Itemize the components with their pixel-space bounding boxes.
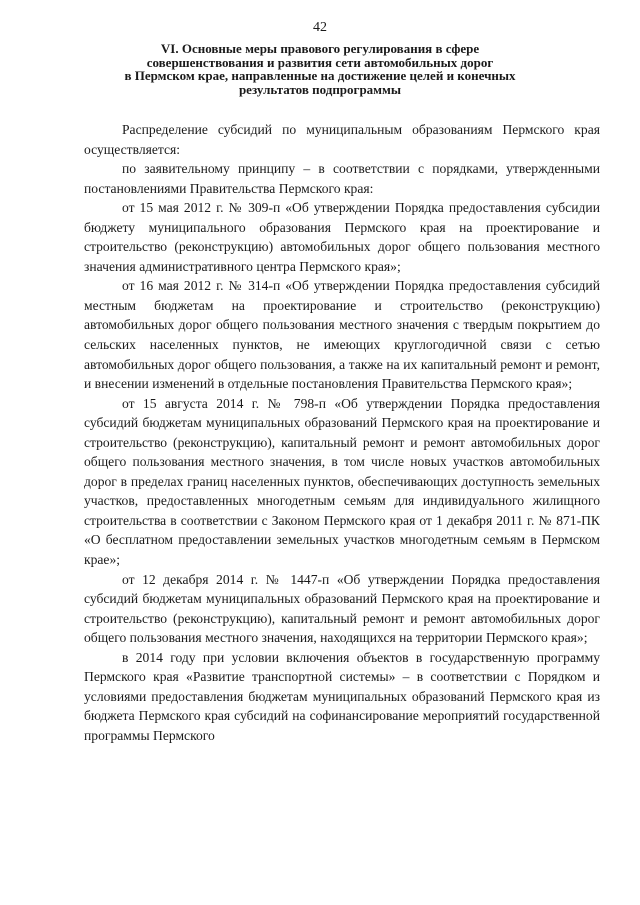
paragraph-2014-program: в 2014 году при условии включения объектов в государственную программу Пермского края «Развитие транспортной системы» – в соответствии с Порядком и условиями предоставления бюджетам муниципальных образований Пермского края из бюджета Пермского края субсидий на софинансирование мероприятий государственной программы Пермского [84, 649, 600, 743]
paragraph-decree-314: от 16 мая 2012 г. № 314-п «Об утверждении Порядка предоставления субсидий местным бюджетам на проектирование и строительство (реконструкцию) автомобильных дорог общего пользования местного значения с твердым покрытием до сельских населенных пунктов, не имеющих круглогодичной связи с сетью автомобильных дорог общего пользования, а также на их капитальный ремонт и ремонт, и внесении изменений в отдельные постановления Правительства Пермского края»; [84, 278, 600, 392]
body-text [84, 120, 600, 746]
heading-line: совершенствования и развития сети автомобильных дорог [146, 54, 494, 70]
paragraph-decree-1447: от 12 декабря 2014 г. № 1447-п «Об утверждении Порядка предоставления субсидий бюджетам муниципальных образований Пермского края на проектирование и строительство (реконструкцию), капитальный ремонт и ремонт автомобильных дорог общего пользования местного значения, находящихся на территории Пермского края»; [84, 571, 600, 646]
page-number: 42 [313, 20, 327, 35]
heading-line: в Пермском крае, направленные на достижение целей и конечных [124, 68, 516, 84]
heading-line: результатов подпрограммы [238, 81, 402, 97]
paragraph-principle: по заявительному принципу – в соответствии с порядками, утвержденными постановлениями Правительства Пермского края: [84, 161, 600, 196]
section-heading [100, 42, 540, 96]
paragraph-intro: Распределение субсидий по муниципальным образованиям Пермского края осуществляется: [84, 122, 600, 157]
paragraph-decree-798: от 15 августа 2014 г. № 798-п «Об утверждении Порядка предоставления субсидий бюджетам муниципальных образований Пермского края на проектирование и строительство (реконструкцию), капитальный ремонт и ремонт автомобильных дорог общего пользования местного значения, в том числе новых участков автомобильных дорог в пределах границ населенных пунктов, обеспечивающих доступность земельных участков, предоставленных многодетным семьям для индивидуального жилищного строительства в соответствии с Законом Пермского края от 1 декабря 2011 г. № 871-ПК «О бесплатном предоставлении земельных участков многодетным семьям в Пермском крае»; [84, 395, 600, 568]
paragraph-decree-309: от 15 мая 2012 г. № 309-п «Об утверждении Порядка предоставления субсидии бюджету муниципального образования Пермского края на проектирование и строительство (реконструкцию) автомобильных дорог общего пользования местного значения административного центра Пермского края»; [84, 200, 600, 274]
heading-line: VI. Основные меры правового регулирования в сфере [160, 41, 480, 56]
